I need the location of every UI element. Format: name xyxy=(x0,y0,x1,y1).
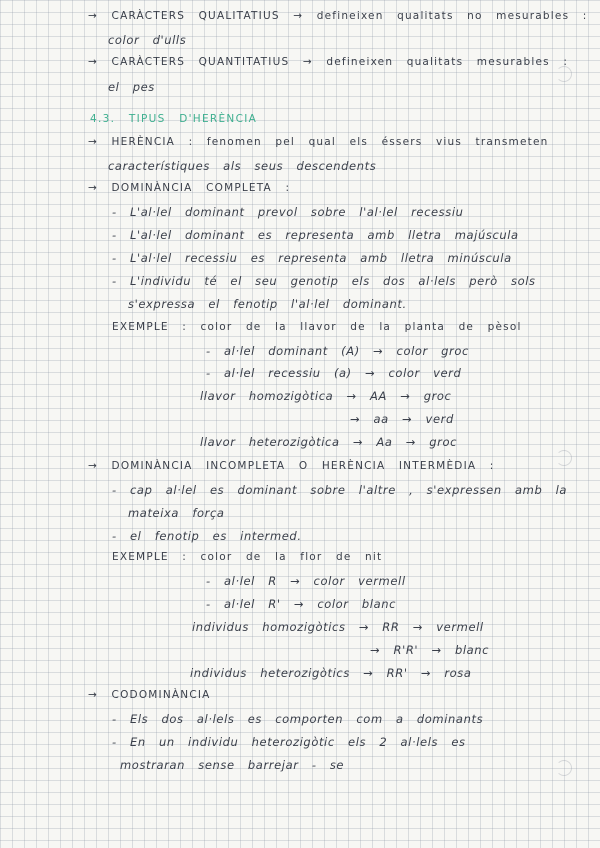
note-line: - al·lel R → color vermell xyxy=(206,574,406,588)
note-line: el pes xyxy=(108,80,155,94)
punch-hole xyxy=(556,760,572,776)
note-line: → CARÀCTERS QUANTITATIUS → defineixen qualitats mesurables : xyxy=(88,56,569,68)
note-line: → R'R' → blanc xyxy=(370,643,490,657)
note-line: EXEMPLE : color de la llavor de la planta de pèsol xyxy=(112,321,522,333)
note-line: - L'al·lel dominant prevol sobre l'al·lel recessiu xyxy=(112,205,464,219)
note-line: → CARÀCTERS QUALITATIUS → defineixen qualitats no mesurables : xyxy=(88,10,588,22)
punch-hole xyxy=(556,66,572,82)
note-line: - al·lel recessiu (a) → color verd xyxy=(206,366,462,380)
note-line: - L'individu té el seu genotip els dos al·lels però sols xyxy=(112,274,536,288)
note-line: individus heterozigòtics → RR' → rosa xyxy=(190,666,472,680)
note-line: - Els dos al·lels es comporten com a dominants xyxy=(112,712,484,726)
note-line: - el fenotip es intermed. xyxy=(112,529,302,543)
note-line: mostraran sense barrejar - se xyxy=(120,758,345,772)
note-line: individus homozigòtics → RR → vermell xyxy=(192,620,484,634)
note-line: → DOMINÀNCIA INCOMPLETA O HERÈNCIA INTERMÈDIA : xyxy=(88,460,495,472)
note-line: → aa → verd xyxy=(350,412,454,426)
note-line: s'expressa el fenotip l'al·lel dominant. xyxy=(128,297,407,311)
note-line: llavor homozigòtica → AA → groc xyxy=(200,389,452,403)
note-line: - L'al·lel dominant es representa amb lletra majúscula xyxy=(112,228,519,242)
note-line: → CODOMINÀNCIA xyxy=(88,689,211,701)
note-line: → DOMINÀNCIA COMPLETA : xyxy=(88,182,291,194)
note-line: color d'ulls xyxy=(108,33,187,47)
note-line: - cap al·lel es dominant sobre l'altre , s'expressen amb la xyxy=(112,483,568,497)
note-line: - L'al·lel recessiu es representa amb lletra minúscula xyxy=(112,251,512,265)
note-line: EXEMPLE : color de la flor de nit xyxy=(112,551,383,563)
section-heading: 4.3. TIPUS D'HERÈNCIA xyxy=(90,113,258,125)
note-line: - En un individu heterozigòtic els 2 al·lels es xyxy=(112,735,466,749)
note-line: → HERÈNCIA : fenomen pel qual els éssers vius transmeten xyxy=(88,136,549,148)
note-line: mateixa força xyxy=(128,506,225,520)
punch-hole xyxy=(556,450,572,466)
note-line: característiques als seus descendents xyxy=(108,159,377,173)
note-line: - al·lel R' → color blanc xyxy=(206,597,397,611)
note-line: - al·lel dominant (A) → color groc xyxy=(206,344,469,358)
note-line: llavor heterozigòtica → Aa → groc xyxy=(200,435,458,449)
